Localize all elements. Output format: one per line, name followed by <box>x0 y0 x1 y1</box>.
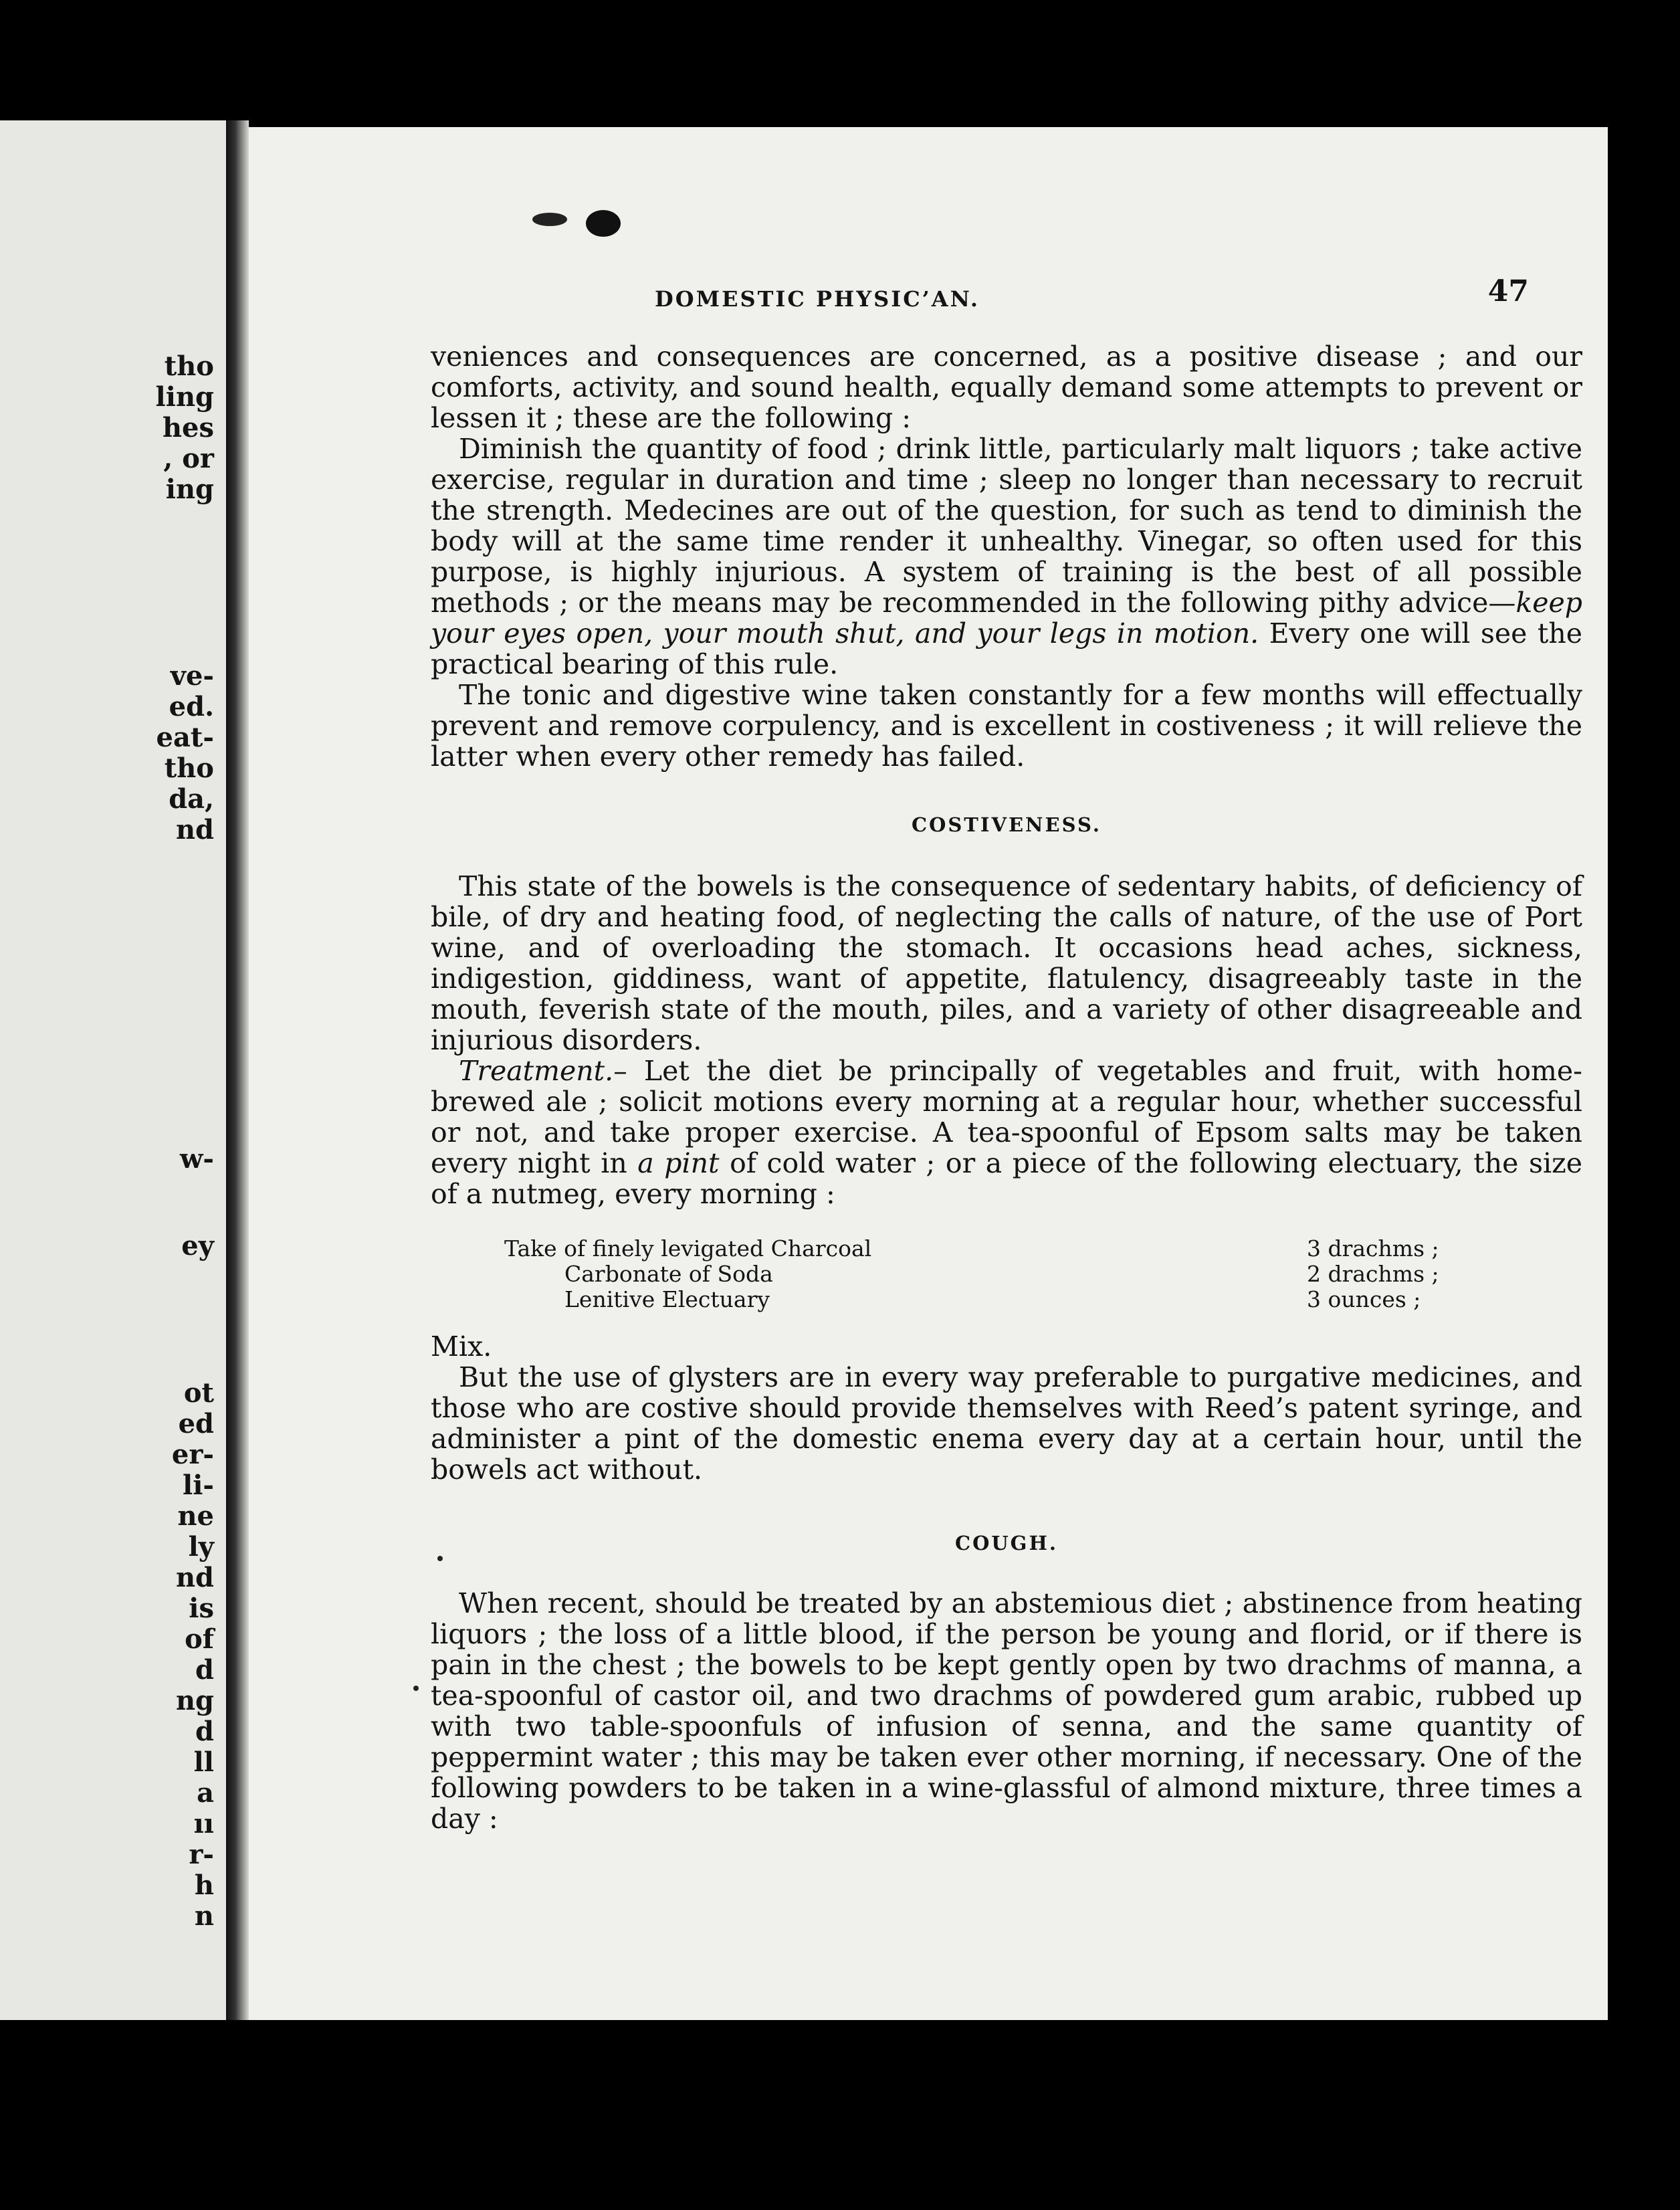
left-page-fragment-group <box>156 351 214 505</box>
left-page-fragment-group <box>156 661 214 845</box>
left-fragment: ne <box>177 1500 214 1532</box>
binding-gutter <box>226 120 249 2020</box>
left-fragment: er- <box>171 1439 214 1470</box>
left-fragment: d <box>195 1654 214 1686</box>
italic-advice: keep your eyes open, your mouth shut, and your legs in motion. <box>431 587 1582 649</box>
paragraph: The tonic and digestive wine taken constantly for a few months will effectually prevent and remove corpulency, and is excellent in costiveness ; it will relieve the latter when every other remedy has failed. <box>431 679 1582 773</box>
recipe-ingredient: Lenitive Electuary <box>564 1286 770 1312</box>
left-fragment: ll <box>193 1746 214 1778</box>
right-page <box>249 127 1608 2020</box>
recipe-quantity: 3 ounces ; <box>1307 1286 1421 1312</box>
left-fragment: ot <box>183 1377 214 1409</box>
left-fragment: is <box>189 1593 214 1624</box>
left-fragment: da, <box>169 783 214 815</box>
left-fragment: ey <box>181 1230 214 1262</box>
paragraph-mix: Mix. <box>431 1330 492 1363</box>
left-fragment: ing <box>165 474 214 505</box>
left-page-fragment-group <box>180 1144 214 1175</box>
paragraph-text: Diminish the quantity of food ; drink little, particularly malt liquors ; take active exercise, regular in duration and time ; sleep no longer than necessary to recruit the strength. Medecines are out of the question, for such as tend to diminish the body will at the same time render it unhealthy. Vinegar, so often used for this purpose, is highly injurious. A system of training is the best of all possible methods ; or the means may be recommended in the following pithy advice— <box>431 433 1582 619</box>
recipe-ingredient: Take of finely levigated Charcoal <box>504 1235 872 1262</box>
page-body <box>431 341 1582 1834</box>
paragraph: But the use of glysters are in every way preferable to purgative medicines, and those who are costive should provide themselves with Reed’s patent syringe, and administer a pint of the domestic enema every day at a certain hour, until the bowels act without. <box>431 1361 1582 1486</box>
left-fragment: tho <box>164 752 214 784</box>
recipe-row <box>504 1236 1454 1262</box>
left-fragment: a <box>197 1777 214 1809</box>
left-fragment: h <box>194 1870 214 1901</box>
paragraph: When recent, should be treated by an abstemious diet ; abstinence from heating liquors ; the loss of a little blood, if the person be young and florid, or if there is pain in the chest ; the bowels to be kept gently open by two drachms of manna, a tea-spoonful of castor oil, and two drachms of powdered gum arabic, rubbed up with two table-spoonfuls of infusion of senna, and the same quantity of peppermint water ; this may be taken ever other morning, if necessary. One of the following powders to be taken in a wine-glassful of almond mixture, three times a day : <box>431 1587 1582 1835</box>
recipe-quantity: 3 drachms ; <box>1307 1235 1439 1262</box>
paragraph: This state of the bowels is the consequence of sedentary habits, of deficiency of bile, of dry and heating food, of neglecting the calls of nature, of the use of Port wine, and of overloading the stomach. It occasions head aches, sickness, indigestion, giddiness, want of appetite, flatulency, disagreeably taste in the mouth, feverish state of the mouth, piles, and a variety of other disagreeable and injurious disorders. <box>431 870 1582 1056</box>
paragraph <box>431 433 1582 680</box>
left-fragment: nd <box>175 814 214 845</box>
paragraph-text: – Let the diet be principally of vegetables and fruit, with home-brewed ale ; solicit motions every morning at a regular hour, whether successful or not, and take proper exercise. A tea-spoonful of Epsom salts may be taken every night in <box>431 1055 1582 1179</box>
left-fragment: eat- <box>156 722 214 753</box>
left-fragment: ed. <box>169 691 214 722</box>
paragraph <box>431 1056 1582 1209</box>
left-fragment: d <box>195 1716 214 1747</box>
stray-ink-dot <box>437 1556 443 1561</box>
running-title: DOMESTIC PHYSIC’AN. <box>655 286 980 312</box>
section-heading-cough: COUGH. <box>955 1532 1058 1554</box>
left-fragment: li- <box>183 1470 214 1501</box>
recipe-row <box>504 1262 1454 1287</box>
left-fragment: ve- <box>170 660 214 692</box>
left-page-fragment-group <box>172 1378 214 1932</box>
left-fragment: of <box>185 1623 214 1655</box>
left-fragment: r- <box>189 1839 214 1870</box>
left-fragment: n <box>194 1900 214 1932</box>
left-fragment: ng <box>175 1685 214 1716</box>
left-fragment: ling <box>155 381 214 413</box>
section-heading-costiveness: COSTIVENESS. <box>912 813 1101 836</box>
paragraph-text: of cold water ; or a piece of the following electuary, the size of a nutmeg, every morning : <box>431 1147 1582 1210</box>
left-fragment: ıı <box>193 1808 214 1839</box>
paragraph-text: Every one will see the practical bearing of this rule. <box>431 617 1582 680</box>
left-fragment: nd <box>175 1562 214 1593</box>
recipe-list <box>504 1236 1454 1312</box>
recipe-ingredient: Carbonate of Soda <box>564 1261 773 1287</box>
page-number: 47 <box>1487 274 1529 308</box>
left-fragment: tho <box>164 350 214 382</box>
stray-ink-dot <box>413 1686 419 1691</box>
left-facing-page <box>0 120 229 2020</box>
italic-treatment: Treatment. <box>459 1055 614 1087</box>
left-page-fragment-group <box>181 1231 214 1262</box>
left-fragment: , or <box>163 443 214 474</box>
left-fragment: ly <box>188 1531 214 1563</box>
paragraph: veniences and consequences are concerned, as a positive disease ; and our comforts, activity, and sound health, equally demand some attempts to prevent or lessen it ; these are the following : <box>431 340 1582 434</box>
ink-blot-mark <box>530 201 630 241</box>
left-fragment: w- <box>179 1143 214 1175</box>
left-fragment: hes <box>162 412 214 443</box>
left-fragment: ed <box>178 1408 214 1439</box>
italic-pint: a pint <box>637 1147 720 1179</box>
recipe-quantity: 2 drachms ; <box>1307 1261 1439 1287</box>
recipe-row <box>504 1287 1454 1312</box>
